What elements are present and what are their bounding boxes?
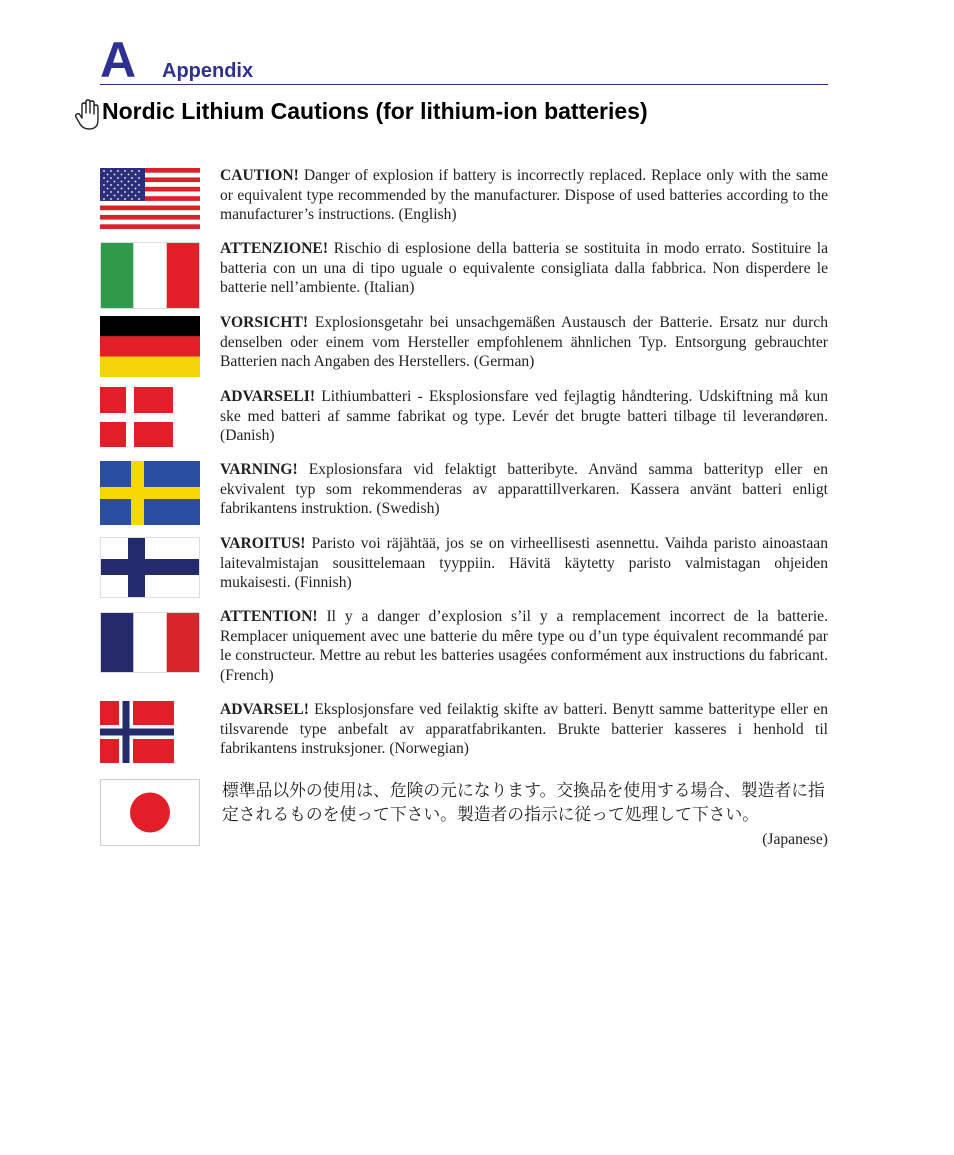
- italy-flag-icon: [100, 242, 200, 309]
- caution-lead: ATTENTION!: [220, 608, 318, 625]
- finland-flag-icon: [100, 537, 200, 598]
- japanese-language-label: (Japanese): [762, 831, 828, 848]
- hand-caution-icon: [74, 98, 100, 132]
- caution-text: Explosionsfara vid felaktigt batteribyte. Använd samma batterityp eller en ekvivalent typ som rekommenderas av apparattillverkaren. Kassera använt batteri enligt fabrikantens instruktion. (Swedish): [220, 461, 828, 517]
- caution-italian: [220, 239, 828, 298]
- header-rule: [100, 84, 828, 85]
- caution-text: Il y a danger d’explosion s’il y a remplacement incorrect de la batterie. Remplacer uniquement avec une batterie du mêre type ou d’un type équivalent recommandé par le constructeur. Mettre au rebut les batteries usagées conformément aux instructions du fabricant. (French): [220, 608, 828, 684]
- appendix-letter: A: [100, 32, 137, 88]
- caution-english: [220, 166, 828, 225]
- caution-text: Lithiumbatteri - Eksplosionsfare ved fejlagtig håndtering. Udskiftning må kun ske med batteri af samme fabrikat og type. Levér det brugte batteri tilbage til leverandøren. (Danish): [220, 388, 828, 444]
- caution-lead: CAUTION!: [220, 167, 299, 184]
- caution-danish: [220, 387, 828, 446]
- caution-lead: VAROITUS!: [220, 535, 306, 552]
- caution-finnish: [220, 534, 828, 593]
- caution-text: Danger of explosion if battery is incorrectly replaced. Replace only with the same or equivalent type recommended by the manufacturer. Dispose of used batteries according to the manufacturer’s instructions. (English): [220, 167, 829, 223]
- usa-flag-icon: [100, 168, 200, 229]
- france-flag-icon: [100, 612, 200, 673]
- caution-text: Explosionsgetahr bei unsachgemäßen Austausch der Batterie. Ersatz nur durch denselben oder einem vom Hersteller empfohlenem ähnlichen Typ. Entsorgung gebrauchter Batterien nach Angaben des Herstellers. (German): [220, 314, 828, 370]
- caution-text: Paristo voi räjähtää, jos se on virheellisesti asennettu. Vaihda paristo ainoastaan laitevalmistajan sousittelemaan tyyppiin. Hävitä käytetty paristo valmistagan ohjeiden mukaisesti. (Finnish): [220, 535, 829, 591]
- caution-japanese: 標準品以外の使用は、危険の元になります。交換品を使用する場合、製造者に指定されるものを使って下さい。製造者の指示に従って処理して下さい。: [222, 780, 825, 824]
- caution-lead: ADVARSELI!: [220, 388, 316, 405]
- denmark-flag-icon: [100, 387, 173, 447]
- norway-flag-icon: [100, 701, 174, 763]
- caution-text: Rischio di esplosione della batteria se sostituita in modo errato. Sostituire la batteria con un una di tipo uguale o equivalente consigliata dalla fabbrica. Non disperdere le batterie nell’ambiente. (Italian): [220, 240, 828, 296]
- caution-lead: ATTENZIONE!: [220, 240, 329, 257]
- caution-lead: ADVARSEL!: [220, 701, 309, 718]
- caution-lead: VORSICHT!: [220, 314, 309, 331]
- caution-french: [220, 607, 828, 685]
- germany-flag-icon: [100, 316, 200, 377]
- sweden-flag-icon: [100, 461, 200, 525]
- caution-swedish: [220, 460, 828, 519]
- appendix-label: Appendix: [162, 60, 254, 82]
- caution-text: Eksplosjonsfare ved feilaktig skifte av batteri. Benytt samme batteritype eller en tilsvarende type anbefalt av apparatfabrikanten. Brukte batterier kasseres i henhold til fabrikantens instruksjoner. (Norwegian): [220, 701, 828, 757]
- page-title: Nordic Lithium Cautions (for lithium-ion batteries): [102, 98, 648, 124]
- caution-norwegian: [220, 700, 828, 759]
- caution-lead: VARNING!: [220, 461, 298, 478]
- japan-flag-icon: [100, 779, 200, 846]
- caution-german: [220, 313, 828, 372]
